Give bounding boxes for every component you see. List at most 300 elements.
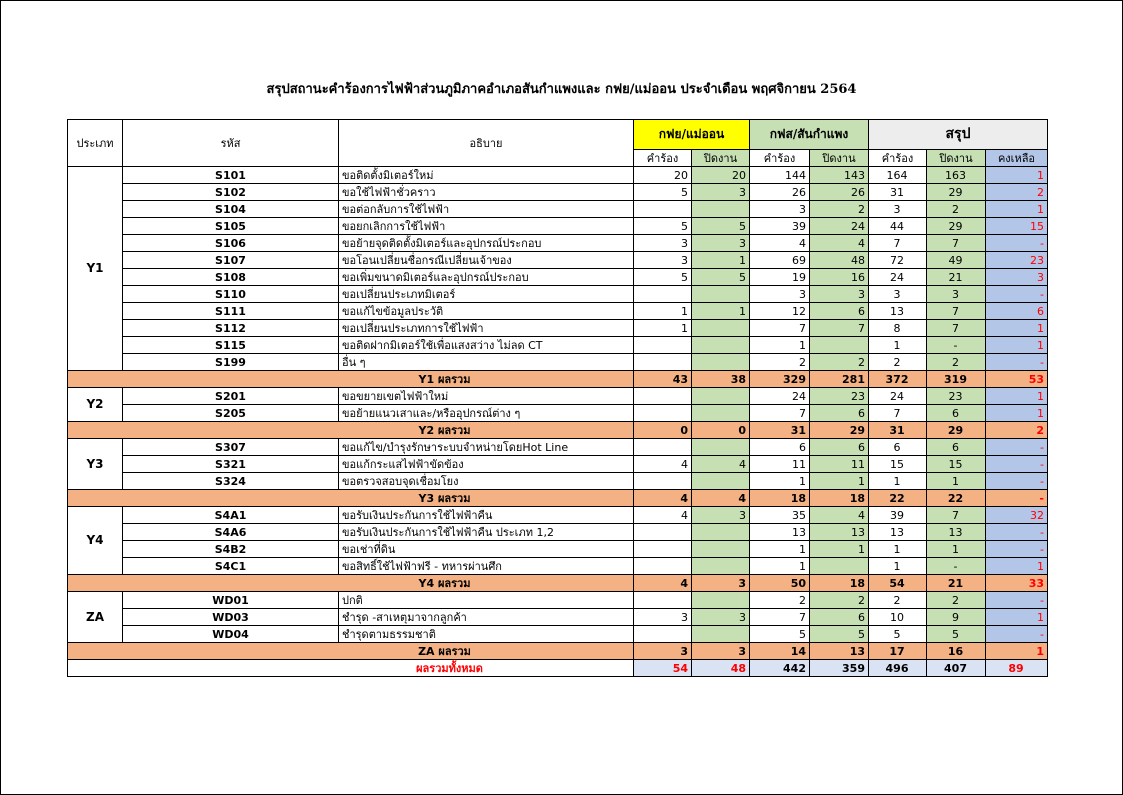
subtotal-req-sankamphaeng: 14 bbox=[750, 643, 810, 660]
code-cell: S108 bbox=[123, 269, 339, 286]
closed-total-cell: 1 bbox=[927, 473, 986, 490]
table-row bbox=[68, 337, 1048, 354]
desc-cell: ขอติดฝากมิเตอร์ใช้เพื่อแสงสว่าง ไม่ลด CT bbox=[339, 337, 634, 354]
desc-cell: ขอรับเงินประกันการใช้ไฟฟ้าคืน ประเภท 1,2 bbox=[339, 524, 634, 541]
subtotal-closed-maeon: 3 bbox=[692, 575, 750, 592]
subtotal-req-sankamphaeng: 18 bbox=[750, 490, 810, 507]
grand-closed-maeon: 48 bbox=[692, 660, 750, 677]
subtotal-closed-total: 22 bbox=[927, 490, 986, 507]
code-cell: S101 bbox=[123, 167, 339, 184]
subtotal-label: Y3 ผลรวม bbox=[68, 490, 634, 507]
req-total-cell: 164 bbox=[869, 167, 927, 184]
grand-total-label: ผลรวมทั้งหมด bbox=[68, 660, 634, 677]
subtotal-req-total: 31 bbox=[869, 422, 927, 439]
closed-total-cell: 29 bbox=[927, 218, 986, 235]
header-req-2: คำร้อง bbox=[750, 150, 810, 167]
code-cell: S115 bbox=[123, 337, 339, 354]
table-row bbox=[68, 354, 1048, 371]
code-cell: S106 bbox=[123, 235, 339, 252]
closed-total-cell: 163 bbox=[927, 167, 986, 184]
header-group-summary: สรุป bbox=[869, 120, 1048, 150]
req-maeon-cell bbox=[634, 592, 692, 609]
subtotal-closed-maeon: 3 bbox=[692, 643, 750, 660]
req-maeon-cell bbox=[634, 524, 692, 541]
desc-cell: ขอใช้ไฟฟ้าชั่วคราว bbox=[339, 184, 634, 201]
req-sankamphaeng-cell: 1 bbox=[750, 541, 810, 558]
req-maeon-cell bbox=[634, 405, 692, 422]
remain-cell: 32 bbox=[986, 507, 1048, 524]
table-row bbox=[68, 592, 1048, 609]
code-cell: WD03 bbox=[123, 609, 339, 626]
closed-total-cell: 15 bbox=[927, 456, 986, 473]
closed-maeon-cell bbox=[692, 558, 750, 575]
req-maeon-cell bbox=[634, 541, 692, 558]
closed-sankamphaeng-cell: 4 bbox=[810, 507, 869, 524]
subtotal-closed-maeon: 4 bbox=[692, 490, 750, 507]
req-sankamphaeng-cell: 4 bbox=[750, 235, 810, 252]
closed-total-cell: - bbox=[927, 558, 986, 575]
desc-cell: อื่น ๆ bbox=[339, 354, 634, 371]
code-cell: S4C1 bbox=[123, 558, 339, 575]
code-cell: S4A1 bbox=[123, 507, 339, 524]
desc-cell: ขอแก้ไขข้อมูลประวัติ bbox=[339, 303, 634, 320]
subtotal-closed-total: 29 bbox=[927, 422, 986, 439]
subtotal-remain: 2 bbox=[986, 422, 1048, 439]
req-total-cell: 1 bbox=[869, 558, 927, 575]
code-cell: S105 bbox=[123, 218, 339, 235]
closed-total-cell: 7 bbox=[927, 235, 986, 252]
grand-remain: 89 bbox=[986, 660, 1048, 677]
grand-req-maeon: 54 bbox=[634, 660, 692, 677]
closed-maeon-cell bbox=[692, 626, 750, 643]
desc-cell: ขอขยายเขตไฟฟ้าใหม่ bbox=[339, 388, 634, 405]
table-row bbox=[68, 303, 1048, 320]
code-cell: S104 bbox=[123, 201, 339, 218]
req-total-cell: 44 bbox=[869, 218, 927, 235]
req-sankamphaeng-cell: 1 bbox=[750, 337, 810, 354]
closed-maeon-cell: 4 bbox=[692, 456, 750, 473]
closed-maeon-cell bbox=[692, 473, 750, 490]
closed-total-cell: 2 bbox=[927, 592, 986, 609]
closed-sankamphaeng-cell: 23 bbox=[810, 388, 869, 405]
closed-total-cell: 7 bbox=[927, 507, 986, 524]
remain-cell: 23 bbox=[986, 252, 1048, 269]
header-desc: อธิบาย bbox=[339, 120, 634, 167]
table-row bbox=[68, 320, 1048, 337]
closed-maeon-cell: 5 bbox=[692, 269, 750, 286]
closed-sankamphaeng-cell: 24 bbox=[810, 218, 869, 235]
code-cell: S112 bbox=[123, 320, 339, 337]
subtotal-label: Y1 ผลรวม bbox=[68, 371, 634, 388]
code-cell: WD04 bbox=[123, 626, 339, 643]
req-sankamphaeng-cell: 3 bbox=[750, 201, 810, 218]
closed-total-cell: 3 bbox=[927, 286, 986, 303]
table-row bbox=[68, 235, 1048, 252]
closed-total-cell: 21 bbox=[927, 269, 986, 286]
closed-total-cell: 2 bbox=[927, 354, 986, 371]
desc-cell: ขอสิทธิ์ใช้ไฟฟ้าฟรี - ทหารผ่านศึก bbox=[339, 558, 634, 575]
grand-closed-sankamphaeng: 359 bbox=[810, 660, 869, 677]
header-remain: คงเหลือ bbox=[986, 150, 1048, 167]
category-cell: Y2 bbox=[68, 388, 123, 422]
req-total-cell: 13 bbox=[869, 524, 927, 541]
closed-maeon-cell: 1 bbox=[692, 303, 750, 320]
closed-maeon-cell: 3 bbox=[692, 507, 750, 524]
subtotal-closed-maeon: 0 bbox=[692, 422, 750, 439]
code-cell: S4B2 bbox=[123, 541, 339, 558]
req-sankamphaeng-cell: 35 bbox=[750, 507, 810, 524]
header-type: ประเภท bbox=[68, 120, 123, 167]
remain-cell: 6 bbox=[986, 303, 1048, 320]
req-sankamphaeng-cell: 2 bbox=[750, 354, 810, 371]
remain-cell: - bbox=[986, 354, 1048, 371]
req-maeon-cell bbox=[634, 337, 692, 354]
table-row bbox=[68, 405, 1048, 422]
closed-sankamphaeng-cell: 6 bbox=[810, 405, 869, 422]
desc-cell: ปกติ bbox=[339, 592, 634, 609]
desc-cell: ชำรุด -สาเหตุมาจากลูกค้า bbox=[339, 609, 634, 626]
closed-total-cell: 6 bbox=[927, 439, 986, 456]
req-total-cell: 2 bbox=[869, 354, 927, 371]
closed-sankamphaeng-cell: 143 bbox=[810, 167, 869, 184]
table-row bbox=[68, 524, 1048, 541]
remain-cell: - bbox=[986, 473, 1048, 490]
subtotal-closed-sankamphaeng: 18 bbox=[810, 490, 869, 507]
closed-maeon-cell bbox=[692, 337, 750, 354]
table-row bbox=[68, 269, 1048, 286]
req-maeon-cell bbox=[634, 473, 692, 490]
closed-maeon-cell bbox=[692, 388, 750, 405]
table-row bbox=[68, 201, 1048, 218]
desc-cell: ขอติดตั้งมิเตอร์ใหม่ bbox=[339, 167, 634, 184]
closed-total-cell: 9 bbox=[927, 609, 986, 626]
subtotal-closed-sankamphaeng: 13 bbox=[810, 643, 869, 660]
closed-sankamphaeng-cell: 13 bbox=[810, 524, 869, 541]
remain-cell: 1 bbox=[986, 167, 1048, 184]
subtotal-remain: 53 bbox=[986, 371, 1048, 388]
closed-maeon-cell bbox=[692, 286, 750, 303]
req-sankamphaeng-cell: 39 bbox=[750, 218, 810, 235]
table-row bbox=[68, 286, 1048, 303]
subtotal-closed-total: 319 bbox=[927, 371, 986, 388]
req-total-cell: 3 bbox=[869, 201, 927, 218]
closed-sankamphaeng-cell bbox=[810, 558, 869, 575]
report-title: สรุปสถานะคำร้องการไฟฟ้าส่วนภูมิภาคอำเภอสันกำแพงและ กฟย/แม่ออน ประจำเดือน พฤศจิกายน 2564 bbox=[266, 82, 857, 97]
subtotal-remain: - bbox=[986, 490, 1048, 507]
desc-cell: ขอเพิ่มขนาดมิเตอร์และอุปกรณ์ประกอบ bbox=[339, 269, 634, 286]
code-cell: S205 bbox=[123, 405, 339, 422]
req-total-cell: 10 bbox=[869, 609, 927, 626]
remain-cell: 1 bbox=[986, 337, 1048, 354]
req-maeon-cell: 4 bbox=[634, 456, 692, 473]
desc-cell: ขอแก้ไข/บำรุงรักษาระบบจำหน่ายโดยHot Line bbox=[339, 439, 634, 456]
subtotal-closed-total: 16 bbox=[927, 643, 986, 660]
category-cell: Y1 bbox=[68, 167, 123, 371]
header-closed-1: ปิดงาน bbox=[692, 150, 750, 167]
code-cell: S111 bbox=[123, 303, 339, 320]
closed-sankamphaeng-cell: 26 bbox=[810, 184, 869, 201]
subtotal-closed-sankamphaeng: 29 bbox=[810, 422, 869, 439]
req-sankamphaeng-cell: 12 bbox=[750, 303, 810, 320]
req-sankamphaeng-cell: 1 bbox=[750, 473, 810, 490]
subtotal-req-sankamphaeng: 31 bbox=[750, 422, 810, 439]
code-cell: S199 bbox=[123, 354, 339, 371]
remain-cell: - bbox=[986, 541, 1048, 558]
req-maeon-cell: 4 bbox=[634, 507, 692, 524]
closed-sankamphaeng-cell: 48 bbox=[810, 252, 869, 269]
header-closed-2: ปิดงาน bbox=[810, 150, 869, 167]
desc-cell: ขอโอนเปลี่ยนชื่อกรณีเปลี่ยนเจ้าของ bbox=[339, 252, 634, 269]
remain-cell: - bbox=[986, 235, 1048, 252]
req-total-cell: 1 bbox=[869, 337, 927, 354]
subtotal-req-maeon: 43 bbox=[634, 371, 692, 388]
closed-total-cell: 2 bbox=[927, 201, 986, 218]
desc-cell: ขอเปลี่ยนประเภทการใช้ไฟฟ้า bbox=[339, 320, 634, 337]
closed-maeon-cell bbox=[692, 439, 750, 456]
req-total-cell: 24 bbox=[869, 269, 927, 286]
desc-cell: ขอแก้กระแสไฟฟ้าขัดข้อง bbox=[339, 456, 634, 473]
closed-sankamphaeng-cell: 1 bbox=[810, 541, 869, 558]
table-row bbox=[68, 473, 1048, 490]
header-group-maeon: กฟย/แม่ออน bbox=[634, 120, 750, 150]
table-row bbox=[68, 456, 1048, 473]
closed-sankamphaeng-cell: 2 bbox=[810, 201, 869, 218]
closed-sankamphaeng-cell: 7 bbox=[810, 320, 869, 337]
remain-cell: 1 bbox=[986, 609, 1048, 626]
closed-total-cell: - bbox=[927, 337, 986, 354]
req-sankamphaeng-cell: 2 bbox=[750, 592, 810, 609]
closed-sankamphaeng-cell: 6 bbox=[810, 609, 869, 626]
closed-total-cell: 7 bbox=[927, 303, 986, 320]
header-code: รหัส bbox=[123, 120, 339, 167]
remain-cell: - bbox=[986, 626, 1048, 643]
category-cell: Y4 bbox=[68, 507, 123, 575]
closed-total-cell: 1 bbox=[927, 541, 986, 558]
desc-cell: ขอตรวจสอบจุดเชื่อมโยง bbox=[339, 473, 634, 490]
remain-cell: 15 bbox=[986, 218, 1048, 235]
desc-cell: ขอยกเลิกการใช้ไฟฟ้า bbox=[339, 218, 634, 235]
req-sankamphaeng-cell: 13 bbox=[750, 524, 810, 541]
remain-cell: 1 bbox=[986, 558, 1048, 575]
req-sankamphaeng-cell: 24 bbox=[750, 388, 810, 405]
subtotal-row bbox=[68, 371, 1048, 388]
subtotal-closed-sankamphaeng: 281 bbox=[810, 371, 869, 388]
req-total-cell: 6 bbox=[869, 439, 927, 456]
req-sankamphaeng-cell: 69 bbox=[750, 252, 810, 269]
code-cell: S324 bbox=[123, 473, 339, 490]
closed-maeon-cell bbox=[692, 524, 750, 541]
remain-cell: 1 bbox=[986, 201, 1048, 218]
subtotal-label: ZA ผลรวม bbox=[68, 643, 634, 660]
code-cell: S110 bbox=[123, 286, 339, 303]
req-total-cell: 15 bbox=[869, 456, 927, 473]
closed-sankamphaeng-cell: 2 bbox=[810, 354, 869, 371]
closed-maeon-cell: 20 bbox=[692, 167, 750, 184]
remain-cell: - bbox=[986, 524, 1048, 541]
table-row bbox=[68, 609, 1048, 626]
subtotal-remain: 1 bbox=[986, 643, 1048, 660]
desc-cell: ขอย้ายจุดติดตั้งมิเตอร์และอุปกรณ์ประกอบ bbox=[339, 235, 634, 252]
table-row bbox=[68, 541, 1048, 558]
closed-maeon-cell bbox=[692, 541, 750, 558]
req-total-cell: 24 bbox=[869, 388, 927, 405]
req-total-cell: 13 bbox=[869, 303, 927, 320]
desc-cell: ขอต่อกลับการใช้ไฟฟ้า bbox=[339, 201, 634, 218]
table-row bbox=[68, 252, 1048, 269]
subtotal-row bbox=[68, 490, 1048, 507]
subtotal-closed-maeon: 38 bbox=[692, 371, 750, 388]
closed-maeon-cell: 3 bbox=[692, 609, 750, 626]
code-cell: S201 bbox=[123, 388, 339, 405]
req-maeon-cell bbox=[634, 558, 692, 575]
closed-total-cell: 23 bbox=[927, 388, 986, 405]
closed-sankamphaeng-cell: 6 bbox=[810, 303, 869, 320]
req-sankamphaeng-cell: 11 bbox=[750, 456, 810, 473]
req-total-cell: 31 bbox=[869, 184, 927, 201]
table-row bbox=[68, 507, 1048, 524]
table-row bbox=[68, 439, 1048, 456]
desc-cell: ชำรุดตามธรรมชาติ bbox=[339, 626, 634, 643]
req-total-cell: 2 bbox=[869, 592, 927, 609]
closed-maeon-cell bbox=[692, 201, 750, 218]
req-total-cell: 3 bbox=[869, 286, 927, 303]
subtotal-req-maeon: 4 bbox=[634, 490, 692, 507]
req-maeon-cell: 3 bbox=[634, 252, 692, 269]
subtotal-req-maeon: 0 bbox=[634, 422, 692, 439]
desc-cell: ขอรับเงินประกันการใช้ไฟฟ้าคืน bbox=[339, 507, 634, 524]
subtotal-label: Y4 ผลรวม bbox=[68, 575, 634, 592]
closed-maeon-cell: 3 bbox=[692, 184, 750, 201]
req-sankamphaeng-cell: 5 bbox=[750, 626, 810, 643]
closed-sankamphaeng-cell: 5 bbox=[810, 626, 869, 643]
remain-cell: - bbox=[986, 592, 1048, 609]
closed-total-cell: 7 bbox=[927, 320, 986, 337]
summary-table bbox=[67, 119, 1048, 677]
subtotal-label: Y2 ผลรวม bbox=[68, 422, 634, 439]
req-maeon-cell: 1 bbox=[634, 303, 692, 320]
closed-sankamphaeng-cell: 4 bbox=[810, 235, 869, 252]
subtotal-req-total: 372 bbox=[869, 371, 927, 388]
closed-sankamphaeng-cell: 1 bbox=[810, 473, 869, 490]
remain-cell: 2 bbox=[986, 184, 1048, 201]
subtotal-req-maeon: 3 bbox=[634, 643, 692, 660]
req-maeon-cell bbox=[634, 286, 692, 303]
code-cell: S4A6 bbox=[123, 524, 339, 541]
req-maeon-cell: 5 bbox=[634, 269, 692, 286]
closed-total-cell: 29 bbox=[927, 184, 986, 201]
closed-maeon-cell: 1 bbox=[692, 252, 750, 269]
subtotal-closed-sankamphaeng: 18 bbox=[810, 575, 869, 592]
code-cell: S321 bbox=[123, 456, 339, 473]
closed-total-cell: 5 bbox=[927, 626, 986, 643]
req-total-cell: 1 bbox=[869, 541, 927, 558]
subtotal-req-sankamphaeng: 329 bbox=[750, 371, 810, 388]
req-total-cell: 39 bbox=[869, 507, 927, 524]
category-cell: ZA bbox=[68, 592, 123, 643]
header-req-1: คำร้อง bbox=[634, 150, 692, 167]
req-maeon-cell: 20 bbox=[634, 167, 692, 184]
desc-cell: ขอย้ายแนวเสาและ/หรืออุปกรณ์ต่าง ๆ bbox=[339, 405, 634, 422]
req-total-cell: 7 bbox=[869, 235, 927, 252]
req-total-cell: 1 bbox=[869, 473, 927, 490]
closed-total-cell: 13 bbox=[927, 524, 986, 541]
closed-total-cell: 6 bbox=[927, 405, 986, 422]
table-row bbox=[68, 388, 1048, 405]
category-cell: Y3 bbox=[68, 439, 123, 490]
req-sankamphaeng-cell: 7 bbox=[750, 405, 810, 422]
header-req-3: คำร้อง bbox=[869, 150, 927, 167]
table-row bbox=[68, 167, 1048, 184]
req-maeon-cell: 3 bbox=[634, 235, 692, 252]
req-total-cell: 72 bbox=[869, 252, 927, 269]
table-row bbox=[68, 218, 1048, 235]
closed-sankamphaeng-cell: 6 bbox=[810, 439, 869, 456]
subtotal-req-sankamphaeng: 50 bbox=[750, 575, 810, 592]
closed-sankamphaeng-cell bbox=[810, 337, 869, 354]
subtotal-req-total: 22 bbox=[869, 490, 927, 507]
closed-maeon-cell bbox=[692, 320, 750, 337]
grand-req-sankamphaeng: 442 bbox=[750, 660, 810, 677]
req-maeon-cell bbox=[634, 354, 692, 371]
req-maeon-cell: 5 bbox=[634, 184, 692, 201]
code-cell: S307 bbox=[123, 439, 339, 456]
remain-cell: 3 bbox=[986, 269, 1048, 286]
table-row bbox=[68, 184, 1048, 201]
req-maeon-cell bbox=[634, 388, 692, 405]
req-sankamphaeng-cell: 6 bbox=[750, 439, 810, 456]
code-cell: WD01 bbox=[123, 592, 339, 609]
subtotal-req-maeon: 4 bbox=[634, 575, 692, 592]
closed-maeon-cell bbox=[692, 354, 750, 371]
req-maeon-cell: 1 bbox=[634, 320, 692, 337]
remain-cell: - bbox=[986, 456, 1048, 473]
closed-maeon-cell: 3 bbox=[692, 235, 750, 252]
req-sankamphaeng-cell: 3 bbox=[750, 286, 810, 303]
desc-cell: ขอเปลี่ยนประเภทมิเตอร์ bbox=[339, 286, 634, 303]
code-cell: S102 bbox=[123, 184, 339, 201]
req-total-cell: 8 bbox=[869, 320, 927, 337]
req-total-cell: 5 bbox=[869, 626, 927, 643]
closed-sankamphaeng-cell: 11 bbox=[810, 456, 869, 473]
subtotal-closed-total: 21 bbox=[927, 575, 986, 592]
req-sankamphaeng-cell: 19 bbox=[750, 269, 810, 286]
header-group-sankamphaeng: กฟส/สันกำแพง bbox=[750, 120, 869, 150]
grand-closed-total: 407 bbox=[927, 660, 986, 677]
grand-req-total: 496 bbox=[869, 660, 927, 677]
desc-cell: ขอเช่าที่ดิน bbox=[339, 541, 634, 558]
remain-cell: - bbox=[986, 439, 1048, 456]
closed-sankamphaeng-cell: 16 bbox=[810, 269, 869, 286]
req-sankamphaeng-cell: 7 bbox=[750, 320, 810, 337]
table-body bbox=[68, 167, 1048, 677]
header-closed-3: ปิดงาน bbox=[927, 150, 986, 167]
req-total-cell: 7 bbox=[869, 405, 927, 422]
req-sankamphaeng-cell: 1 bbox=[750, 558, 810, 575]
closed-sankamphaeng-cell: 2 bbox=[810, 592, 869, 609]
req-maeon-cell: 5 bbox=[634, 218, 692, 235]
closed-maeon-cell bbox=[692, 592, 750, 609]
req-sankamphaeng-cell: 144 bbox=[750, 167, 810, 184]
req-sankamphaeng-cell: 7 bbox=[750, 609, 810, 626]
subtotal-remain: 33 bbox=[986, 575, 1048, 592]
remain-cell: 1 bbox=[986, 405, 1048, 422]
subtotal-row bbox=[68, 575, 1048, 592]
closed-maeon-cell bbox=[692, 405, 750, 422]
subtotal-req-total: 17 bbox=[869, 643, 927, 660]
closed-total-cell: 49 bbox=[927, 252, 986, 269]
remain-cell: 1 bbox=[986, 320, 1048, 337]
req-sankamphaeng-cell: 26 bbox=[750, 184, 810, 201]
